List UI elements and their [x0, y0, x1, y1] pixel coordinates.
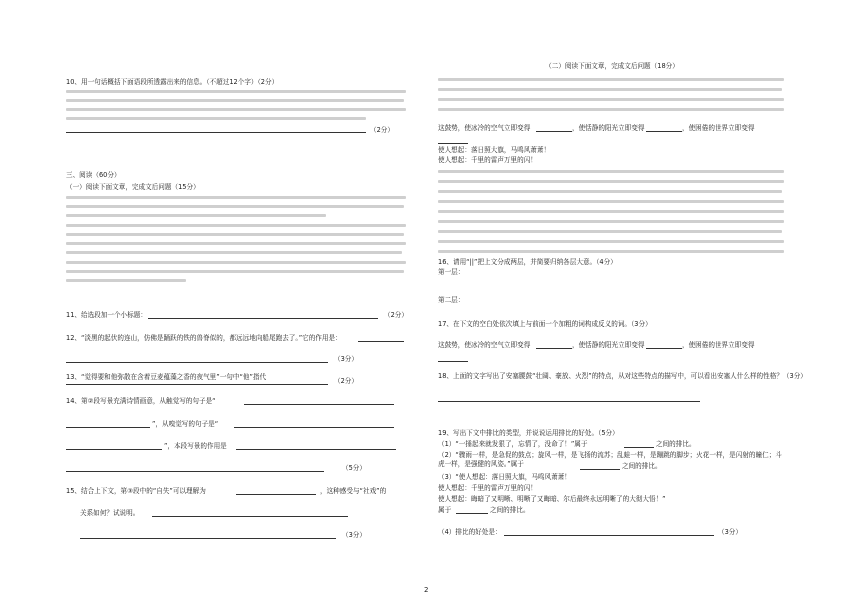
q13-text: 13、“觉得要和他弥散在含着豆麦蕴藻之香的夜气里”一句中“他”指代	[66, 373, 267, 381]
q19-2-blank[interactable]	[580, 469, 620, 470]
q15-answer-line[interactable]	[152, 516, 348, 517]
q19-3-text-e: 之间的排比。	[490, 506, 530, 514]
q14-answer-line[interactable]	[234, 427, 394, 428]
passage2-blank-text-c: ，使困倦的世界立即变得	[682, 124, 755, 132]
passage2-blank[interactable]	[536, 131, 572, 132]
q16-text: 16、请用“||”把上文分成两层，并简要归纳各层大意。（4分）	[438, 258, 617, 266]
q17-blank[interactable]	[646, 348, 682, 349]
passage1-line	[66, 261, 406, 264]
q14-text-c: ”，本段写景的作用是	[164, 442, 227, 450]
q19-4-text: （4）排比的好处是：	[438, 528, 502, 536]
q19-3-text-c: 使人想起：晦暗了又明晰、明晰了又晦暗、尔后最终永远明晰了的大彻大悟！”	[438, 495, 666, 503]
q11-score: （2分）	[384, 311, 408, 319]
passage2-blank[interactable]	[646, 131, 682, 132]
q19-3-text-d: 属于	[438, 506, 452, 514]
q16-layer1: 第一层：	[438, 268, 465, 276]
q15-text-a: 15、结合上下文，第③段中的“自失”可以理解为	[66, 487, 206, 495]
q18-answer-line[interactable]	[438, 401, 700, 402]
q11-answer-line[interactable]	[148, 318, 378, 319]
q12-answer-line[interactable]	[66, 362, 328, 363]
q17-text: 17、在下文的空白处依次填上与前面一个加粗的词构成反义的词。（3分）	[438, 320, 652, 328]
q15-score: （3分）	[342, 531, 366, 539]
passage1-line	[66, 224, 406, 227]
passage1-line	[66, 214, 326, 217]
reading-heading: 三、阅读（60分）	[66, 171, 121, 179]
passage2-line	[438, 240, 784, 243]
q12-text: 12、“淡黑的起伏的连山，仿佛是踊跃的铁的兽脊似的，都远远地向船尾跑去了。”它的作用是：	[66, 334, 342, 342]
q14-answer-line[interactable]	[244, 404, 394, 405]
q19-3-blank[interactable]	[456, 513, 488, 514]
passage2-line	[438, 88, 782, 91]
passage1-line	[66, 196, 406, 199]
passage2-run2: 使人想起：千里的雷声万里的闪！	[438, 156, 537, 164]
passage2-line	[438, 108, 784, 111]
q14-text-b: ”，从嗅觉写的句子是“	[152, 420, 219, 428]
passage2-blank[interactable]	[438, 143, 468, 144]
q11-text: 11、给选段加一个小标题：	[66, 311, 147, 319]
q19-3-text: （3）“使人想起：落日照大旗，马鸣风萧萧！	[438, 473, 571, 481]
q19-4-score: （3分）	[718, 528, 742, 536]
q14-answer-line[interactable]	[66, 427, 150, 428]
q19-text: 19、写出下文中排比的类型，并说说运用排比的好处。（5分）	[438, 429, 619, 437]
passage2-line	[438, 230, 782, 233]
q10-score: （2分）	[370, 126, 394, 134]
q17-blank-text-c: ，使困倦的世界立即变得	[682, 341, 755, 349]
q10-passage-line	[66, 99, 404, 102]
q19-1-blank[interactable]	[624, 447, 654, 448]
q17-blank[interactable]	[536, 348, 572, 349]
page-number: 2	[424, 586, 429, 594]
q14-answer-line[interactable]	[66, 449, 162, 450]
q15-text-c: 关系如何？试说明。	[80, 509, 140, 517]
passage1-line	[66, 251, 402, 254]
q17-blank-text-a: 这鼓势，使冰冷的空气立即变得	[438, 341, 531, 349]
passage2-blank-text-b: ，使恬静的阳光立即变得	[572, 124, 645, 132]
passage1-line	[66, 242, 406, 245]
passage2-run1: 使人想起：落日照大旗，马鸣风萧萧！	[438, 146, 551, 154]
passage2-line	[438, 210, 784, 213]
passage2-line	[438, 220, 784, 223]
q15-text-b: ，这种感受与“社戏”的	[320, 487, 387, 495]
q14-score: （5分）	[342, 464, 366, 472]
q19-1-text-b: 之间的排比。	[656, 440, 696, 448]
passage2-line	[438, 250, 784, 253]
q10-passage-line	[66, 117, 366, 120]
q10-title: 10、用一句话概括下面语段所透露出来的信息。（不超过12个字）（2分）	[66, 78, 279, 86]
q10-passage-line	[66, 108, 406, 111]
passage1-line	[66, 279, 186, 282]
q16-layer2: 第二层：	[438, 296, 465, 304]
q15-answer-line[interactable]	[80, 538, 336, 539]
q10-answer-line[interactable]	[66, 132, 366, 133]
q17-blank-text-b: ，使恬静的阳光立即变得	[572, 341, 645, 349]
passage2-line	[438, 200, 784, 203]
q19-3-text-b: 使人想起：千里的雷声万里的闪！	[438, 484, 537, 492]
passage2-heading: （二）阅读下面文章，完成文后问题（18分）	[545, 62, 679, 70]
passage1-heading: （一）阅读下面文章，完成文后问题（15分）	[66, 183, 200, 191]
q19-2-text-b: 之间的排比。	[622, 462, 662, 470]
q19-1-text-a: （1）“一捶起来就发狠了，忘情了，没命了！”属于	[438, 440, 588, 448]
q14-answer-line[interactable]	[236, 449, 396, 450]
q17-blank[interactable]	[438, 361, 468, 362]
q18-text: 18、上面的文字写出了安塞腰鼓“壮阔、豪放、火烈”的特点，从对这些特点的描写中，可以看出安塞人什么样的性格？（3分）	[438, 372, 807, 380]
q19-2-text-a: （2）“骤雨一样，是急促的鼓点；旋风一样，是飞扬的流苏；乱蛙一样，是蹦跳的脚步；火花一样，是闪射的瞳仁；斗虎一样，是强健的风姿。”属于	[438, 451, 782, 468]
passage2-line	[438, 78, 784, 81]
passage1-line	[66, 233, 404, 236]
q12-answer-line[interactable]	[358, 341, 404, 342]
q15-answer-line[interactable]	[236, 494, 316, 495]
passage2-line	[438, 170, 784, 173]
q14-text-a: 14、第②段写景充满诗情画意，从触觉写的句子是“	[66, 397, 216, 405]
passage2-line	[438, 180, 784, 183]
q19-4-answer-line[interactable]	[504, 535, 714, 536]
q13-score: （2分）	[334, 377, 358, 385]
q12-score: （3分）	[334, 355, 358, 363]
passage2-line	[438, 98, 784, 101]
passage2-line	[438, 190, 782, 193]
q10-passage-line	[66, 90, 406, 93]
passage2-blank-text-a: 这鼓势，使冰冷的空气立即变得	[438, 124, 531, 132]
passage1-line	[66, 205, 404, 208]
passage1-line	[66, 270, 404, 273]
q14-answer-line[interactable]	[66, 471, 324, 472]
q13-answer-line[interactable]	[66, 384, 328, 385]
